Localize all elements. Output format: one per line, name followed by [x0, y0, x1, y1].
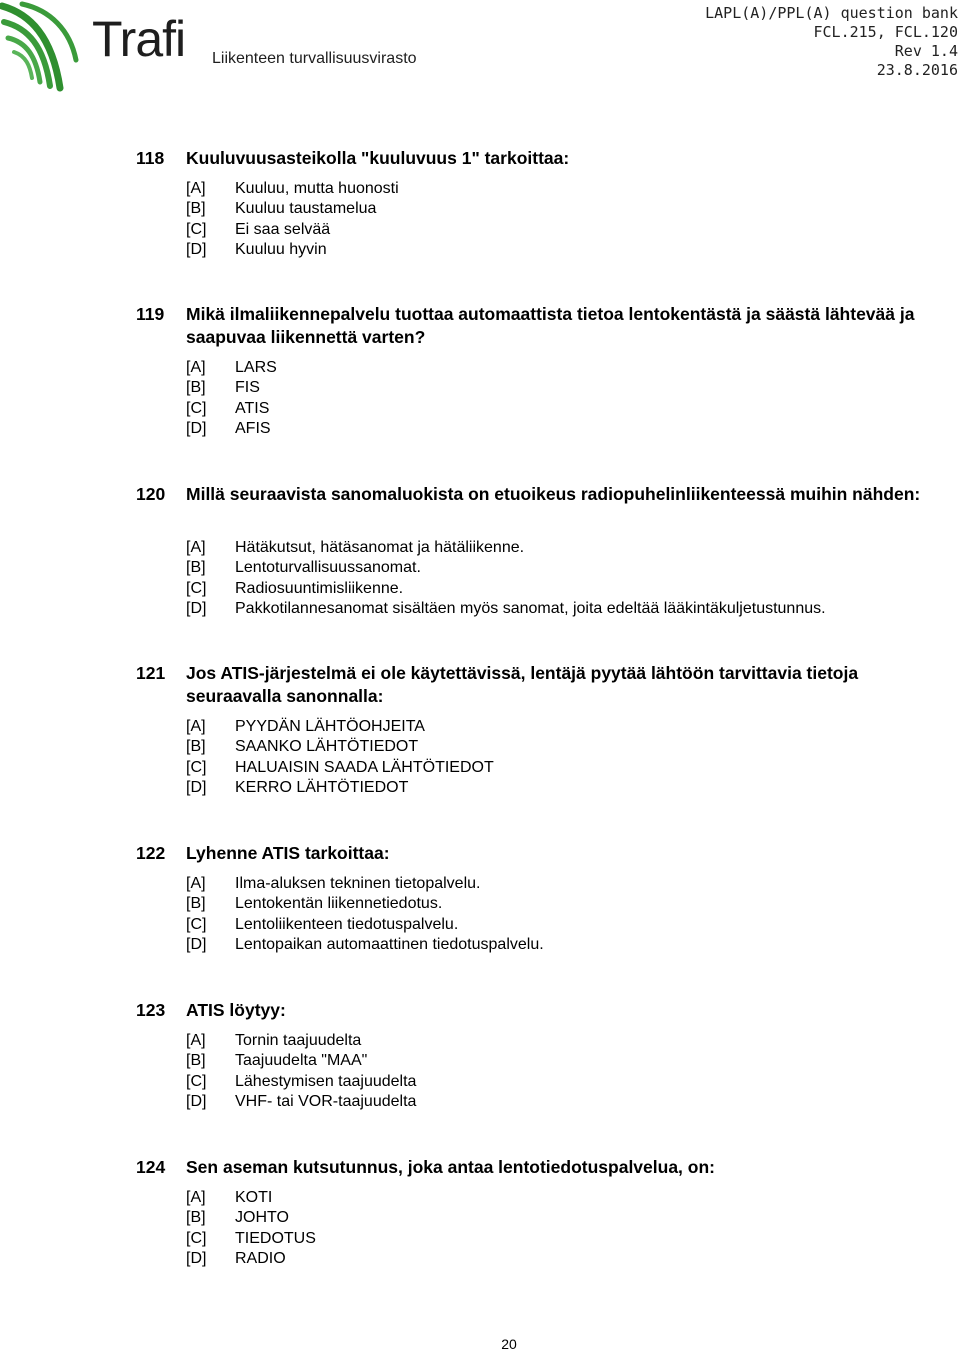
- option-text: KERRO LÄHTÖTIEDOT: [235, 779, 409, 797]
- page-header: [0, 0, 960, 100]
- option-d: [0, 1092, 960, 1112]
- option-text: AFIS: [235, 420, 271, 438]
- option-letter: [C]: [186, 220, 207, 238]
- question-text: Lyhenne ATIS tarkoittaa:: [186, 843, 390, 863]
- option-text: Lentoturvallisuussanomat.: [235, 559, 421, 577]
- logo-wordmark: Trafi: [92, 11, 186, 67]
- question-number: 122: [136, 843, 166, 863]
- option-text: Kuuluu hyvin: [235, 241, 327, 259]
- option-letter: [A]: [186, 875, 206, 892]
- option-letter: [B]: [186, 1052, 206, 1070]
- option-text: RADIO: [235, 1250, 286, 1268]
- option-letter: [B]: [186, 379, 206, 397]
- option-letter: [C]: [186, 758, 207, 776]
- question-text: Mikä ilmaliikennepalvelu tuottaa automaattista tietoa lentokentästä ja säästä lähtevää ja saapuvaa liikennettä varten?: [186, 304, 915, 347]
- option-d: [0, 240, 960, 260]
- option-a: [0, 717, 960, 737]
- trafi-logo: [0, 0, 420, 95]
- option-d: [0, 935, 960, 955]
- logo-subtitle: Liikenteen turvallisuusvirasto: [212, 50, 417, 67]
- question-number: 123: [136, 1000, 166, 1020]
- meta-line: LAPL(A)/PPL(A) question bank: [705, 4, 958, 22]
- option-text: Taajuudelta "MAA": [235, 1052, 368, 1070]
- option-text: Hätäkutsut, hätäsanomat ja hätäliikenne.: [235, 539, 525, 556]
- option-b: [0, 1051, 960, 1071]
- option-a: [0, 179, 960, 199]
- option-text: Kuuluu, mutta huonosti: [235, 180, 399, 197]
- option-letter: [C]: [186, 579, 207, 597]
- question-number: 121: [136, 663, 166, 683]
- option-c: [0, 915, 960, 935]
- question-text: Sen aseman kutsutunnus, joka antaa lentotiedotuspalvelua, on:: [186, 1157, 715, 1177]
- options: [0, 538, 960, 620]
- option-text: JOHTO: [235, 1209, 289, 1227]
- option-c: [0, 758, 960, 778]
- option-text: SAANKO LÄHTÖTIEDOT: [235, 738, 419, 756]
- option-text: FIS: [235, 379, 260, 397]
- option-letter: [B]: [186, 1209, 206, 1227]
- question-number: 124: [136, 1157, 166, 1177]
- option-d: [0, 599, 960, 619]
- option-text: LARS: [235, 359, 277, 376]
- option-c: [0, 1072, 960, 1092]
- option-text: TIEDOTUS: [235, 1229, 316, 1247]
- option-letter: [D]: [186, 936, 207, 954]
- question-text: Jos ATIS-järjestelmä ei ole käytettävissä, lentäjä pyytää lähtöön tarvittavia tietoja seuraavalla sanonnalla:: [186, 663, 859, 706]
- question-number: 119: [136, 304, 165, 324]
- option-b: [0, 737, 960, 757]
- option-b: [0, 378, 960, 398]
- option-text: Lentopaikan automaattinen tiedotuspalvelu.: [235, 936, 544, 954]
- options: [0, 1188, 960, 1270]
- options: [0, 874, 960, 956]
- option-c: [0, 1229, 960, 1249]
- option-text: VHF- tai VOR-taajuudelta: [235, 1093, 417, 1111]
- question-text: Millä seuraavista sanomaluokista on etuoikeus radiopuhelinliikenteessä muihin nähden:: [186, 484, 921, 504]
- option-letter: [C]: [186, 1072, 207, 1090]
- option-a: [0, 538, 960, 558]
- option-text: Kuuluu taustamelua: [235, 200, 377, 218]
- option-text: Lentoliikenteen tiedotuspalvelu.: [235, 915, 459, 933]
- option-text: Lentokentän liikennetiedotus.: [235, 895, 443, 913]
- option-letter: [D]: [186, 1250, 207, 1268]
- option-text: PYYDÄN LÄHTÖOHJEITA: [235, 718, 425, 735]
- option-letter: [A]: [186, 1189, 206, 1206]
- option-letter: [D]: [186, 779, 207, 797]
- option-letter: [B]: [186, 895, 206, 913]
- option-letter: [D]: [186, 241, 207, 259]
- option-c: [0, 220, 960, 240]
- option-text: Lähestymisen taajuudelta: [235, 1072, 417, 1090]
- question-number: 118: [136, 148, 165, 168]
- question-number: 120: [136, 484, 166, 504]
- question-text: ATIS löytyy:: [186, 1000, 286, 1020]
- option-letter: [C]: [186, 1229, 207, 1247]
- option-d: [0, 1249, 960, 1269]
- option-a: [0, 1188, 960, 1208]
- option-b: [0, 894, 960, 914]
- option-text: KOTI: [235, 1189, 273, 1206]
- option-d: [0, 419, 960, 439]
- document-meta: [705, 4, 958, 80]
- option-letter: [B]: [186, 200, 206, 218]
- option-letter: [A]: [186, 539, 206, 556]
- option-letter: [C]: [186, 915, 207, 933]
- options: [0, 179, 960, 261]
- option-letter: [A]: [186, 1032, 206, 1049]
- option-text: Tornin taajuudelta: [235, 1032, 362, 1049]
- trafi-swoosh-icon: [0, 0, 90, 92]
- meta-line: FCL.215, FCL.120: [813, 23, 958, 41]
- option-a: [0, 358, 960, 378]
- option-b: [0, 199, 960, 219]
- option-c: [0, 399, 960, 419]
- option-text: Pakkotilannesanomat sisältäen myös sanomat, joita edeltää lääkintäkuljetustunnus.: [235, 600, 826, 618]
- page-number: 20: [501, 1336, 517, 1352]
- option-letter: [D]: [186, 420, 207, 438]
- option-letter: [C]: [186, 399, 207, 417]
- option-d: [0, 778, 960, 798]
- option-letter: [B]: [186, 559, 206, 577]
- options: [0, 717, 960, 799]
- option-letter: [D]: [186, 600, 207, 618]
- option-letter: [A]: [186, 180, 206, 197]
- option-text: Ei saa selvää: [235, 220, 331, 238]
- option-letter: [A]: [186, 718, 206, 735]
- options: [0, 1031, 960, 1113]
- option-letter: [B]: [186, 738, 206, 756]
- option-b: [0, 1208, 960, 1228]
- option-letter: [A]: [186, 359, 206, 376]
- options: [0, 358, 960, 440]
- option-letter: [D]: [186, 1093, 207, 1111]
- option-b: [0, 558, 960, 578]
- option-text: HALUAISIN SAADA LÄHTÖTIEDOT: [235, 758, 494, 776]
- question-text: Kuuluvuusasteikolla "kuuluvuus 1" tarkoittaa:: [186, 148, 570, 168]
- meta-line: Rev 1.4: [894, 42, 958, 60]
- option-text: Radiosuuntimisliikenne.: [235, 579, 404, 597]
- option-a: [0, 874, 960, 894]
- option-c: [0, 579, 960, 599]
- meta-line: 23.8.2016: [876, 61, 958, 79]
- option-a: [0, 1031, 960, 1051]
- option-text: ATIS: [235, 399, 270, 417]
- option-text: Ilma-aluksen tekninen tietopalvelu.: [235, 875, 481, 892]
